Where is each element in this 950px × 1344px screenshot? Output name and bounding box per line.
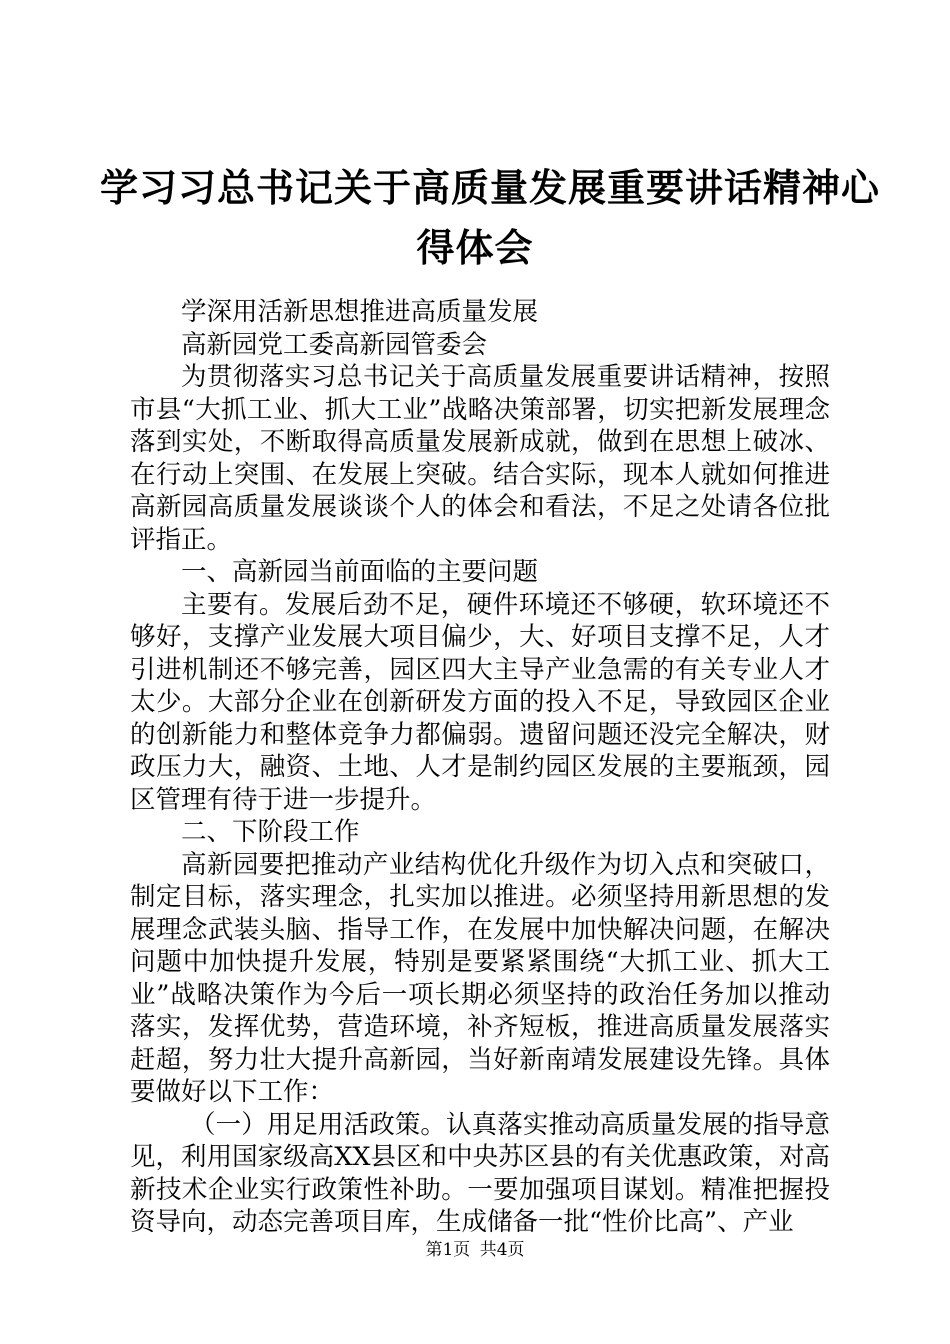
section-heading-1: 一、高新园当前面临的主要问题 — [181, 557, 539, 587]
page-number: 第1页 — [425, 1240, 471, 1260]
subtitle: 学深用活新思想推进高质量发展 — [181, 297, 539, 327]
page-footer — [0, 1238, 950, 1262]
paragraph-policy: （一）用足用活政策。认真落实推动高质量发展的指导意见，利用国家级高XX县区和中央苏区县的有关优惠政策，对高新技术企业实行政策性补助。一要加强项目谋划。精准把握投资导向，动态完善项目库，生成储备一批“性价比高”、产业 — [130, 1109, 830, 1237]
title-line-2: 得体会 — [416, 226, 534, 270]
document-body — [130, 296, 830, 1239]
title-line-1: 学习习总书记关于高质量发展重要讲话精神心 — [100, 166, 881, 210]
paragraph-next-stage: 高新园要把推动产业结构优化升级作为切入点和突破口，制定目标，落实理念，扎实加以推进。必须坚持用新思想的发展理念武装头脑、指导工作，在发展中加快解决问题，在解决问题中加快提升发展，特别是要紧紧围绕“大抓工业、抓大工业”战略决策作为今后一项长期必须坚持的政治任务加以推动落实，发挥优势，营造环境，补齐短板，推进高质量发展落实赶超，努力壮大提升高新园，当好新南靖发展建设先锋。具体要做好以下工作： — [130, 849, 830, 1107]
paragraph-problems: 主要有。发展后劲不足，硬件环境还不够硬，软环境还不够好，支撑产业发展大项目偏少，大、好项目支撑不足，人才引进机制还不够完善，园区四大主导产业急需的有关专业人才太少。大部分企业在创新研发方面的投入不足，导致园区企业的创新能力和整体竞争力都偏弱。遗留问题还没完全解决，财政压力大，融资、土地、人才是制约园区发展的主要瓶颈，园区管理有待于进一步提升。 — [130, 589, 830, 815]
section-heading-2: 二、下阶段工作 — [181, 817, 360, 847]
paragraph-intro: 为贯彻落实习总书记关于高质量发展重要讲话精神，按照市县“大抓工业、抓大工业”战略决策部署，切实把新发展理念落到实处，不断取得高质量发展新成就，做到在思想上破冰、在行动上突围、在发展上突破。结合实际，现本人就如何推进高新园高质量发展谈谈个人的体会和看法，不足之处请各位批评指正。 — [130, 362, 830, 555]
page-total: 共4页 — [479, 1240, 525, 1260]
author-line: 高新园党工委高新园管委会 — [181, 329, 488, 360]
document-title — [100, 158, 881, 278]
